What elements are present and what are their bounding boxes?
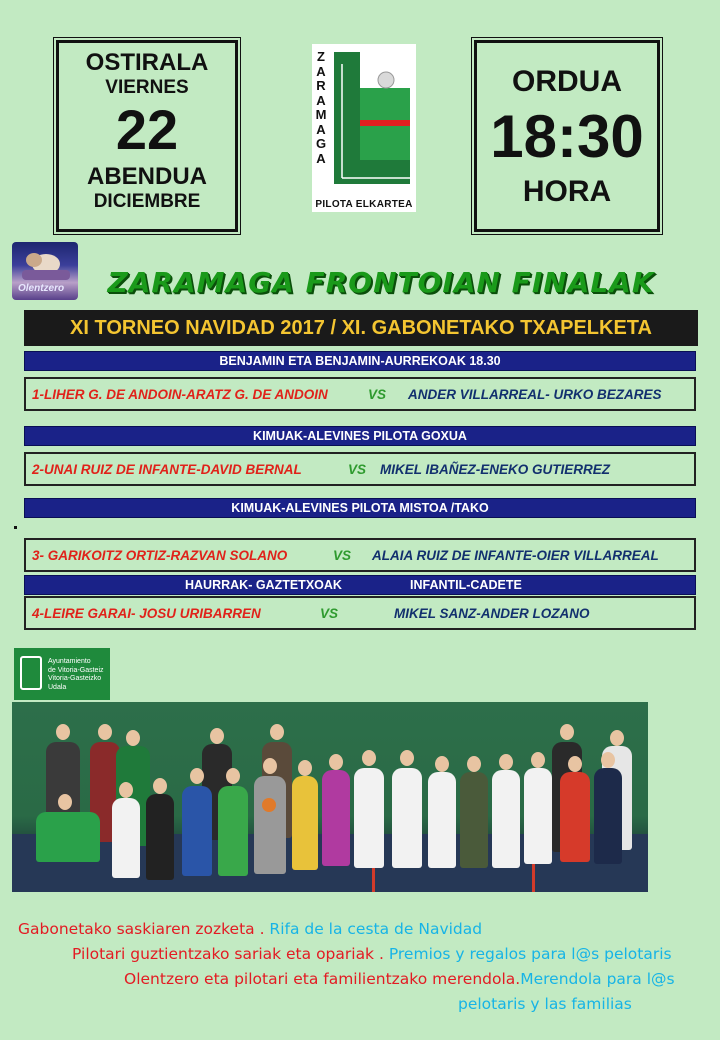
vs-label: VS xyxy=(368,387,387,402)
team-a: 2-UNAI RUIZ DE INFANTE-DAVID BERNAL xyxy=(32,462,302,477)
person-head xyxy=(153,778,167,794)
person xyxy=(524,768,552,864)
person-head xyxy=(601,752,615,768)
person xyxy=(392,768,422,868)
month-basque: ABENDUA xyxy=(87,163,207,190)
team-a: 4-LEIRE GARAI- JOSU URIBARREN xyxy=(32,606,261,621)
category-bar: BENJAMIN ETA BENJAMIN-AURREKOAK 18.30 xyxy=(24,351,696,371)
person xyxy=(428,772,456,868)
footer-basque: Gabonetako saskiaren zozketa . xyxy=(18,920,270,938)
month-spanish: DICIEMBRE xyxy=(93,191,201,212)
person-head xyxy=(298,760,312,776)
match-row xyxy=(24,452,696,486)
person xyxy=(492,770,520,868)
person-head xyxy=(98,724,112,740)
vs-label: VS xyxy=(320,606,339,621)
time-label-spanish: HORA xyxy=(522,175,612,208)
match-row xyxy=(24,538,696,572)
person xyxy=(254,776,286,874)
day-spanish: VIERNES xyxy=(105,77,189,98)
footer-line xyxy=(458,995,632,1013)
person xyxy=(182,786,212,876)
person xyxy=(322,770,350,866)
footer-spanish: Rifa de la cesta de Navidad xyxy=(269,920,483,938)
stray-dot xyxy=(14,526,17,529)
olentzero-label: Olentzero xyxy=(18,283,65,294)
team-b: MIKEL IBAÑEZ-ENEKO GUTIERREZ xyxy=(380,462,611,477)
person xyxy=(292,776,318,870)
day-basque: OSTIRALA xyxy=(85,49,209,76)
person-head xyxy=(560,724,574,740)
time-box xyxy=(474,40,660,232)
footer-spanish: pelotaris y las familias xyxy=(458,995,632,1013)
footer-basque: Olentzero eta pilotari eta familientzako merendola. xyxy=(124,970,521,988)
time-label-basque: ORDUA xyxy=(512,65,622,98)
footer-line xyxy=(18,920,482,938)
coat-of-arms-icon xyxy=(20,656,42,690)
footer-spanish: Merendola para l@s xyxy=(520,970,675,988)
person-head xyxy=(467,756,481,772)
team-a: 1-LIHER G. DE ANDOIN-ARATZ G. DE ANDOIN xyxy=(32,387,328,402)
person-head xyxy=(190,768,204,784)
person-head xyxy=(329,754,343,770)
person-head xyxy=(56,724,70,740)
person xyxy=(218,786,248,876)
team-b: MIKEL SANZ-ANDER LOZANO xyxy=(394,606,590,621)
match-row xyxy=(24,596,696,630)
category-bar xyxy=(24,575,696,595)
person xyxy=(146,794,174,880)
logo-caption: PILOTA ELKARTEA xyxy=(315,199,413,210)
match-row xyxy=(24,377,696,411)
footer-basque: Pilotari guztientzako sariak eta opariak . xyxy=(72,945,389,963)
club-logo xyxy=(312,44,416,212)
person-head xyxy=(58,794,72,810)
person-head xyxy=(263,758,277,774)
person xyxy=(594,768,622,864)
team-a: 3- GARIKOITZ ORTIZ-RAZVAN SOLANO xyxy=(32,548,288,563)
olentzero-image xyxy=(12,242,78,300)
person xyxy=(560,772,590,862)
ball-icon xyxy=(262,798,276,812)
day-number: 22 xyxy=(115,98,179,161)
vs-label: VS xyxy=(333,548,352,563)
category-bar: KIMUAK-ALEVINES PILOTA MISTOA /TAKO xyxy=(24,498,696,518)
category-bar: KIMUAK-ALEVINES PILOTA GOXUA xyxy=(24,426,696,446)
logo-letters: Z A R A M A G A xyxy=(315,49,327,166)
person-head xyxy=(610,730,624,746)
team-b: ALAIA RUIZ DE INFANTE-OIER VILLARREAL xyxy=(372,548,659,563)
team-b: ANDER VILLARREAL- URKO BEZARES xyxy=(408,387,662,402)
city-hall-logo xyxy=(14,648,110,700)
city-hall-text: Ayuntamiento de Vitoria-Gasteiz Vitoria-Gasteizko Udala xyxy=(48,658,104,691)
tournament-banner: XI TORNEO NAVIDAD 2017 / XI. GABONETAKO TXAPELKETA xyxy=(24,310,698,346)
person xyxy=(460,772,488,868)
person xyxy=(36,812,100,862)
footer-spanish: Premios y regalos para l@s pelotaris xyxy=(388,945,672,963)
person xyxy=(354,768,384,868)
person-head xyxy=(119,782,133,798)
person-head xyxy=(270,724,284,740)
vs-label: VS xyxy=(348,462,367,477)
person-head xyxy=(400,750,414,766)
person-head xyxy=(210,728,224,744)
date-box xyxy=(56,40,238,232)
footer-line xyxy=(72,945,672,963)
category-label-spanish: INFANTIL-CADETE xyxy=(410,578,522,592)
person-head xyxy=(126,730,140,746)
footer-line xyxy=(124,970,675,988)
headline: ZARAMAGA FRONTOIAN FINALAK xyxy=(107,266,655,299)
time-value: 18:30 xyxy=(490,103,644,170)
person-head xyxy=(226,768,240,784)
person-head xyxy=(435,756,449,772)
category-label-basque: HAURRAK- GAZTETXOAK xyxy=(185,578,342,592)
person-head xyxy=(499,754,513,770)
person-head xyxy=(568,756,582,772)
person-head xyxy=(531,752,545,768)
person xyxy=(112,798,140,878)
group-photo xyxy=(12,702,648,892)
person-head xyxy=(362,750,376,766)
